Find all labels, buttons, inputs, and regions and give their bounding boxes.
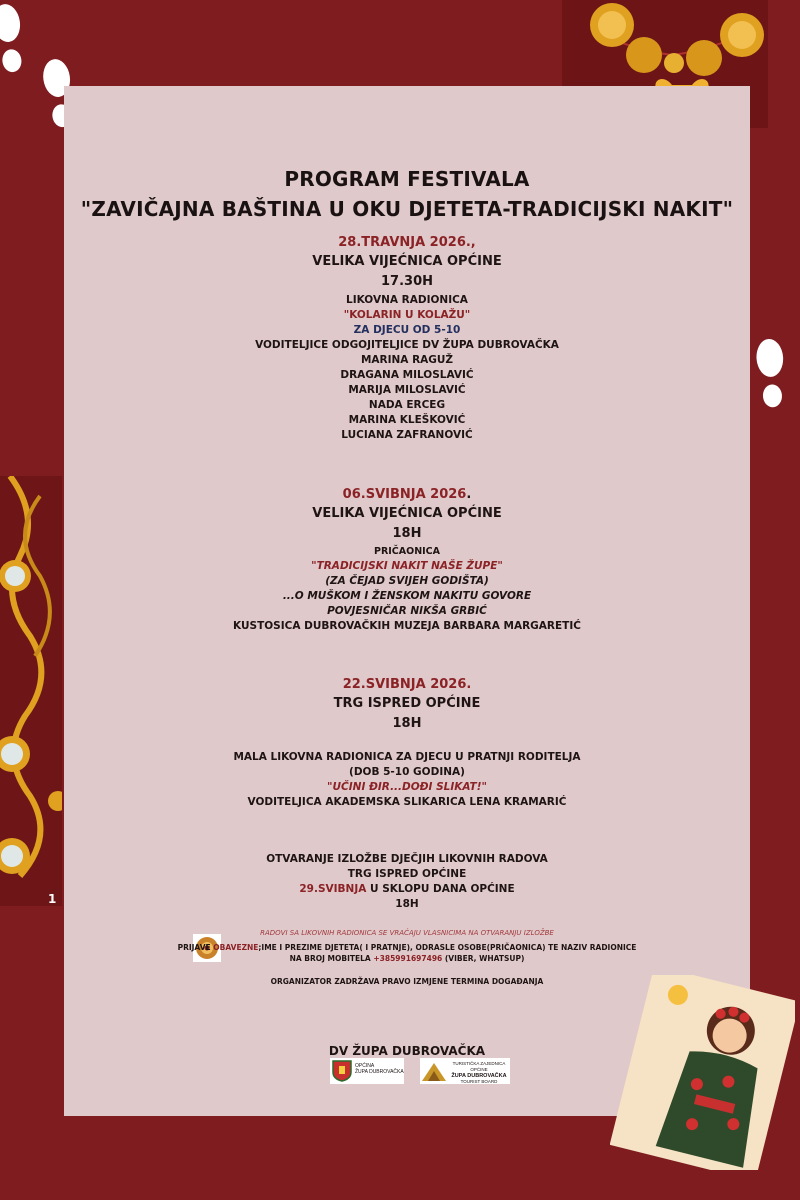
event-3-leader: VODITELJICA AKADEMSKA SLIKARICA LENA KRAMARIĆ <box>247 796 567 808</box>
municipality-logo-text: OPĆINA ŽUPA DUBROVAČKA <box>355 1063 404 1075</box>
leader-name: LUCIANA ZAFRANOVIĆ <box>341 429 473 441</box>
program-poster <box>64 86 750 1116</box>
event-1-name: "KOLARIN U KOLAŽU" <box>343 309 471 321</box>
return-note: RADOVI SA LIKOVNIH RADIONICA SE VRAĆAJU VLASNICIMA NA OTVARANJU IZLOŽBE <box>260 929 554 937</box>
event-1-audience: ZA DJECU OD 5-10 <box>353 324 461 336</box>
event-4-date: 29.SVIBNJA U SKLOPU DANA OPĆINE <box>299 883 515 895</box>
event-1-type: LIKOVNA RADIONICA <box>346 294 468 306</box>
event-1-venue: VELIKA VIJEĆNICA OPĆINE <box>312 254 502 269</box>
mountain-logo-icon <box>422 1061 446 1081</box>
event-2-speaker-1: POVJESNIČAR NIKŠA GRBIĆ <box>327 605 487 617</box>
phone-number: +385991697496 <box>373 954 443 963</box>
signup-info <box>64 942 750 964</box>
leader-name: MARINA KLEŠKOVIĆ <box>348 414 466 426</box>
event-3-name: "UČINI ĐIR...DOĐI SLIKAT!" <box>327 781 487 793</box>
page-number: 1 <box>48 892 57 906</box>
event-3-venue: TRG ISPRED OPĆINE <box>333 696 481 711</box>
event-2-name: "TRADICIJSKI NAKIT NAŠE ŽUPE" <box>311 560 503 572</box>
event-4-venue: TRG ISPRED OPĆINE <box>347 868 467 880</box>
disclaimer: ORGANIZATOR ZADRŽAVA PRAVO IZMJENE TERMINA DOGAĐANJA <box>270 977 544 986</box>
event-1-leaders-title: VODITELJICE ODGOJITELJICE DV ŽUPA DUBROVAČKA <box>255 339 559 351</box>
event-2 <box>64 484 750 634</box>
event-3 <box>64 676 750 810</box>
leader-name: MARINA RAGUŽ <box>360 354 454 366</box>
event-1 <box>64 234 750 443</box>
event-2-time: 18H <box>392 526 422 541</box>
filigree-jewelry-image <box>0 476 62 906</box>
tourist-board-logo <box>420 1058 510 1084</box>
footprint-icon <box>749 334 792 416</box>
event-3-type: MALA LIKOVNA RADIONICA ZA DJECU U PRATNJI RODITELJA <box>233 751 581 763</box>
event-3-date: 22.SVIBNJA 2026. <box>342 677 472 692</box>
event-1-date: 28.TRAVNJA 2026., <box>338 235 476 250</box>
organizer-name: DV ŽUPA DUBROVAČKA <box>328 1044 486 1058</box>
footprint-icon <box>0 0 33 82</box>
event-1-time: 17.30H <box>381 274 433 289</box>
event-2-date: 06.SVIBNJA 2026. <box>342 487 472 502</box>
leader-name: DRAGANA MILOSLAVIĆ <box>340 369 474 381</box>
page-title <box>64 164 750 224</box>
signup-line-2: NA BROJ MOBITELA +385991697496 (VIBER, WHATSUP) <box>289 954 525 963</box>
tourist-board-logo-text: TURISTIČKA ZAJEDNICA OPĆINE ŽUPA DUBROVAČKA TOURIST BOARD <box>451 1061 507 1084</box>
event-4-time: 18H <box>395 898 419 910</box>
event-3-time: 18H <box>392 716 422 731</box>
signup-line-1: PRIJAVE OBAVEZNE;IME I PREZIME DJETETA( I PRATNJE), ODRASLE OSOBE(PRIČAONICA) TE NAZIV RADIONICE <box>177 943 637 952</box>
event-4-title: OTVARANJE IZLOŽBE DJEČJIH LIKOVNIH RADOVA <box>266 853 548 865</box>
event-2-type: PRIČAONICA <box>373 546 441 557</box>
event-2-topic: ...O MUŠKOM I ŽENSKOM NAKITU GOVORE <box>282 590 532 602</box>
folk-girl-illustration <box>610 975 795 1170</box>
event-4 <box>64 852 750 912</box>
title-line-2: "ZAVIČAJNA BAŠTINA U OKU DJETETA-TRADICIJSKI NAKIT" <box>80 197 734 221</box>
event-2-venue: VELIKA VIJEĆNICA OPĆINE <box>312 506 502 521</box>
event-3-age: (DOB 5-10 GODINA) <box>349 766 465 778</box>
leader-name: MARIJA MILOSLAVIĆ <box>348 384 466 396</box>
leader-name: NADA ERCEG <box>368 399 446 411</box>
municipality-logo <box>330 1058 404 1084</box>
event-2-speaker-2: KUSTOSICA DUBROVAČKIH MUZEJA BARBARA MARGARETIĆ <box>233 620 581 632</box>
coat-of-arms-icon <box>332 1060 352 1082</box>
title-line-1: PROGRAM FESTIVALA <box>284 167 530 191</box>
event-2-audience: (ZA ČEJAD SVIJEH GODIŠTA) <box>325 575 489 587</box>
